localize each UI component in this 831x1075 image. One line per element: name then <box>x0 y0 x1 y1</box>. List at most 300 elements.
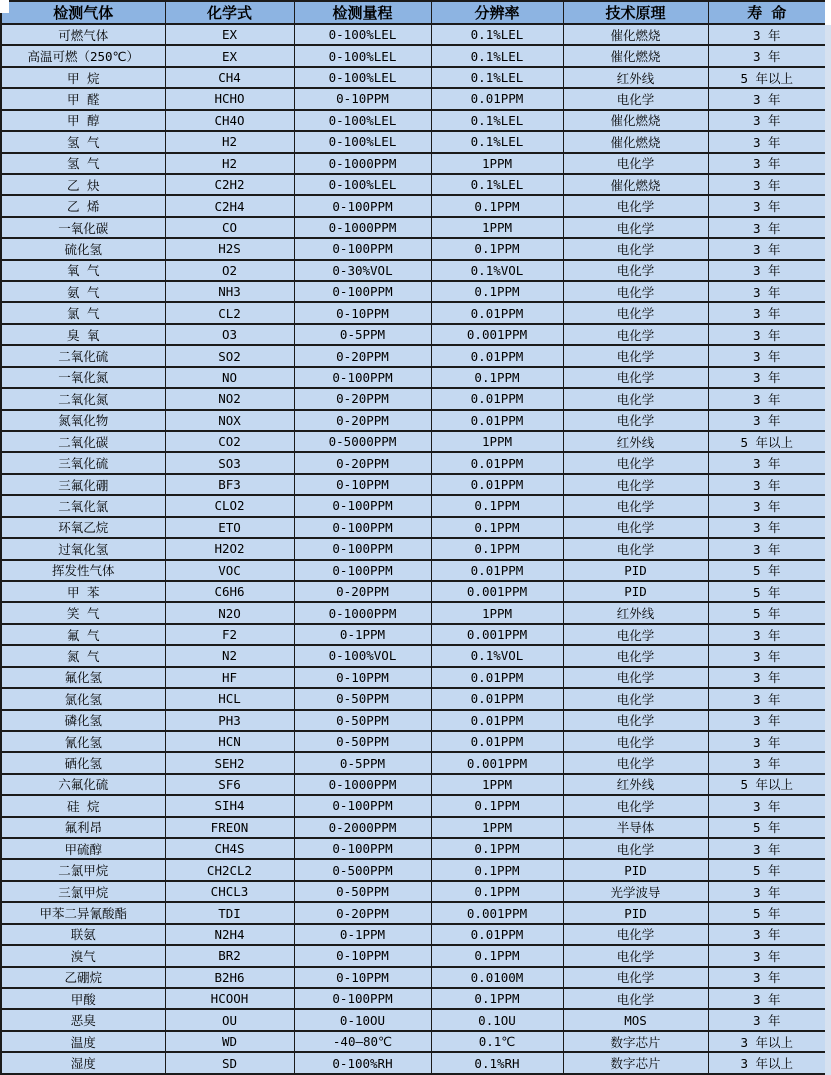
cell-lifespan: 3 年 <box>708 945 826 966</box>
cell-lifespan: 3 年 <box>708 45 826 66</box>
cell-range: 0-1000PPM <box>294 217 431 238</box>
cell-formula: N2O <box>165 602 294 623</box>
cell-gas: 六氟化硫 <box>1 774 165 795</box>
cell-resolution: 0.01PPM <box>431 302 563 323</box>
cell-range: 0-100%LEL <box>294 45 431 66</box>
table-row <box>1 302 826 323</box>
cell-range: 0-10PPM <box>294 474 431 495</box>
cell-lifespan: 3 年 <box>708 624 826 645</box>
table-row <box>1 153 826 174</box>
cell-principle: 催化燃烧 <box>563 174 708 195</box>
cell-principle: 数字芯片 <box>563 1031 708 1052</box>
cell-formula: EX <box>165 24 294 45</box>
cell-principle: PID <box>563 560 708 581</box>
cell-range: 0-50PPM <box>294 731 431 752</box>
cell-lifespan: 5 年以上 <box>708 774 826 795</box>
table-row <box>1 774 826 795</box>
column-header-formula: 化学式 <box>165 1 294 24</box>
cell-lifespan: 3 年 <box>708 645 826 666</box>
table-row <box>1 174 826 195</box>
cell-principle: 电化学 <box>563 474 708 495</box>
table-row <box>1 281 826 302</box>
table-row <box>1 667 826 688</box>
cell-gas: 氧 气 <box>1 260 165 281</box>
cell-lifespan: 3 年 <box>708 967 826 988</box>
cell-range: 0-5000PPM <box>294 431 431 452</box>
cell-lifespan: 3 年 <box>708 881 826 902</box>
cell-resolution: 0.01PPM <box>431 710 563 731</box>
table-body <box>1 24 826 1074</box>
cell-lifespan: 5 年以上 <box>708 431 826 452</box>
column-header-gas: 检测气体 <box>1 1 165 24</box>
cell-principle: 电化学 <box>563 624 708 645</box>
cell-formula: OU <box>165 1009 294 1030</box>
cell-resolution: 0.1PPM <box>431 859 563 880</box>
cell-resolution: 0.1PPM <box>431 195 563 216</box>
cell-gas: 挥发性气体 <box>1 560 165 581</box>
table-row <box>1 924 826 945</box>
cell-principle: 半导体 <box>563 817 708 838</box>
cell-lifespan: 3 年 <box>708 924 826 945</box>
table-row <box>1 752 826 773</box>
cell-range: 0-100%LEL <box>294 67 431 88</box>
cell-resolution: 0.1PPM <box>431 945 563 966</box>
cell-lifespan: 5 年 <box>708 581 826 602</box>
table-row <box>1 260 826 281</box>
cell-gas: 二氧化氮 <box>1 388 165 409</box>
cell-lifespan: 3 年 <box>708 795 826 816</box>
cell-principle: 电化学 <box>563 538 708 559</box>
cell-resolution: 0.1OU <box>431 1009 563 1030</box>
cell-lifespan: 3 年 <box>708 195 826 216</box>
table-row <box>1 688 826 709</box>
cell-formula: CH2CL2 <box>165 859 294 880</box>
table-row <box>1 967 826 988</box>
cell-range: 0-100PPM <box>294 517 431 538</box>
cell-formula: ETO <box>165 517 294 538</box>
table-row <box>1 238 826 259</box>
cell-range: 0-10PPM <box>294 667 431 688</box>
table-row <box>1 88 826 109</box>
cell-range: 0-1000PPM <box>294 602 431 623</box>
table-row <box>1 1031 826 1052</box>
cell-formula: EX <box>165 45 294 66</box>
cell-gas: 笑 气 <box>1 602 165 623</box>
cell-lifespan: 3 年 <box>708 688 826 709</box>
cell-principle: 电化学 <box>563 302 708 323</box>
cell-principle: 红外线 <box>563 67 708 88</box>
cell-range: 0-100%VOL <box>294 645 431 666</box>
cell-formula: O2 <box>165 260 294 281</box>
cell-lifespan: 3 年 <box>708 538 826 559</box>
cell-resolution: 0.01PPM <box>431 924 563 945</box>
cell-range: 0-20PPM <box>294 388 431 409</box>
cell-gas: 甲硫醇 <box>1 838 165 859</box>
table-row <box>1 817 826 838</box>
cell-resolution: 0.1PPM <box>431 988 563 1009</box>
cell-range: -40—80℃ <box>294 1031 431 1052</box>
top-left-white-notch <box>0 0 9 13</box>
cell-principle: 电化学 <box>563 945 708 966</box>
cell-principle: 红外线 <box>563 774 708 795</box>
cell-formula: H2O2 <box>165 538 294 559</box>
cell-lifespan: 3 年 <box>708 495 826 516</box>
cell-principle: PID <box>563 859 708 880</box>
cell-range: 0-100PPM <box>294 838 431 859</box>
cell-resolution: 0.1%LEL <box>431 174 563 195</box>
cell-lifespan: 3 年 <box>708 345 826 366</box>
cell-resolution: 1PPM <box>431 602 563 623</box>
cell-gas: 一氧化氮 <box>1 367 165 388</box>
cell-lifespan: 3 年 <box>708 388 826 409</box>
cell-lifespan: 3 年 <box>708 710 826 731</box>
cell-gas: 二氧化碳 <box>1 431 165 452</box>
cell-resolution: 0.01PPM <box>431 88 563 109</box>
cell-formula: VOC <box>165 560 294 581</box>
cell-range: 0-1PPM <box>294 624 431 645</box>
cell-formula: HCHO <box>165 88 294 109</box>
cell-lifespan: 3 年 <box>708 452 826 473</box>
cell-lifespan: 3 年 <box>708 174 826 195</box>
table-row <box>1 538 826 559</box>
table-row <box>1 710 826 731</box>
cell-principle: 电化学 <box>563 667 708 688</box>
cell-gas: 氰化氢 <box>1 731 165 752</box>
cell-gas: 氟 气 <box>1 624 165 645</box>
cell-gas: 三氯甲烷 <box>1 881 165 902</box>
cell-formula: CHCL3 <box>165 881 294 902</box>
cell-formula: H2 <box>165 131 294 152</box>
cell-formula: SO2 <box>165 345 294 366</box>
table-row <box>1 645 826 666</box>
table-row <box>1 838 826 859</box>
cell-formula: SIH4 <box>165 795 294 816</box>
cell-gas: 恶臭 <box>1 1009 165 1030</box>
cell-gas: 氯化氢 <box>1 688 165 709</box>
cell-principle: 电化学 <box>563 345 708 366</box>
cell-gas: 氢 气 <box>1 153 165 174</box>
cell-lifespan: 3 年 <box>708 260 826 281</box>
cell-range: 0-100%LEL <box>294 110 431 131</box>
cell-formula: CH4 <box>165 67 294 88</box>
cell-gas: 氨 气 <box>1 281 165 302</box>
cell-resolution: 0.1PPM <box>431 538 563 559</box>
table-row <box>1 795 826 816</box>
table-row <box>1 388 826 409</box>
cell-lifespan: 3 年 <box>708 153 826 174</box>
table-row <box>1 195 826 216</box>
cell-gas: 乙 烯 <box>1 195 165 216</box>
cell-range: 0-100%RH <box>294 1052 431 1074</box>
cell-formula: SF6 <box>165 774 294 795</box>
cell-range: 0-10PPM <box>294 302 431 323</box>
cell-formula: HCOOH <box>165 988 294 1009</box>
cell-principle: 电化学 <box>563 838 708 859</box>
cell-principle: 催化燃烧 <box>563 110 708 131</box>
cell-resolution: 0.1PPM <box>431 367 563 388</box>
cell-gas: 硫化氢 <box>1 238 165 259</box>
cell-gas: 三氟化硼 <box>1 474 165 495</box>
cell-formula: TDI <box>165 902 294 923</box>
table-row <box>1 731 826 752</box>
cell-gas: 过氧化氢 <box>1 538 165 559</box>
cell-principle: 电化学 <box>563 153 708 174</box>
cell-lifespan: 3 年 <box>708 238 826 259</box>
cell-range: 0-100PPM <box>294 238 431 259</box>
table-row <box>1 410 826 431</box>
cell-gas: 二氯甲烷 <box>1 859 165 880</box>
cell-principle: 电化学 <box>563 645 708 666</box>
cell-gas: 氟化氢 <box>1 667 165 688</box>
cell-lifespan: 3 年 <box>708 1009 826 1030</box>
cell-lifespan: 3 年 <box>708 131 826 152</box>
cell-gas: 硅 烷 <box>1 795 165 816</box>
cell-principle: 红外线 <box>563 431 708 452</box>
cell-resolution: 0.01PPM <box>431 667 563 688</box>
cell-formula: C2H2 <box>165 174 294 195</box>
cell-resolution: 0.01PPM <box>431 452 563 473</box>
cell-range: 0-50PPM <box>294 688 431 709</box>
cell-resolution: 0.1%VOL <box>431 645 563 666</box>
cell-gas: 一氧化碳 <box>1 217 165 238</box>
cell-principle: 电化学 <box>563 795 708 816</box>
cell-gas: 环氧乙烷 <box>1 517 165 538</box>
cell-lifespan: 5 年 <box>708 859 826 880</box>
table-row <box>1 217 826 238</box>
cell-lifespan: 3 年以上 <box>708 1031 826 1052</box>
cell-lifespan: 3 年 <box>708 281 826 302</box>
cell-lifespan: 3 年 <box>708 731 826 752</box>
cell-range: 0-100PPM <box>294 560 431 581</box>
cell-principle: PID <box>563 581 708 602</box>
cell-resolution: 0.1%LEL <box>431 110 563 131</box>
cell-range: 0-2000PPM <box>294 817 431 838</box>
cell-range: 0-100PPM <box>294 367 431 388</box>
table-row <box>1 1052 826 1074</box>
column-header-lifespan: 寿 命 <box>708 1 826 24</box>
cell-gas: 三氧化硫 <box>1 452 165 473</box>
table-row <box>1 517 826 538</box>
cell-principle: 催化燃烧 <box>563 24 708 45</box>
table-row <box>1 452 826 473</box>
cell-resolution: 1PPM <box>431 431 563 452</box>
cell-lifespan: 5 年以上 <box>708 67 826 88</box>
cell-principle: 催化燃烧 <box>563 45 708 66</box>
cell-range: 0-50PPM <box>294 881 431 902</box>
cell-gas: 氢 气 <box>1 131 165 152</box>
cell-principle: 电化学 <box>563 517 708 538</box>
cell-range: 0-100%LEL <box>294 131 431 152</box>
cell-gas: 氮 气 <box>1 645 165 666</box>
cell-lifespan: 5 年 <box>708 560 826 581</box>
cell-principle: 数字芯片 <box>563 1052 708 1074</box>
cell-lifespan: 3 年 <box>708 410 826 431</box>
cell-principle: 电化学 <box>563 924 708 945</box>
cell-lifespan: 3 年 <box>708 324 826 345</box>
cell-principle: 电化学 <box>563 988 708 1009</box>
cell-range: 0-50PPM <box>294 710 431 731</box>
cell-lifespan: 3 年 <box>708 838 826 859</box>
cell-range: 0-20PPM <box>294 410 431 431</box>
header-row <box>1 1 826 24</box>
cell-formula: SO3 <box>165 452 294 473</box>
cell-formula: NO <box>165 367 294 388</box>
outside-area-right-top <box>825 0 831 25</box>
table-row <box>1 859 826 880</box>
cell-formula: C2H4 <box>165 195 294 216</box>
cell-range: 0-30%VOL <box>294 260 431 281</box>
table-row <box>1 881 826 902</box>
cell-lifespan: 3 年 <box>708 752 826 773</box>
cell-formula: H2 <box>165 153 294 174</box>
cell-principle: 电化学 <box>563 367 708 388</box>
cell-resolution: 0.1℃ <box>431 1031 563 1052</box>
cell-lifespan: 3 年 <box>708 110 826 131</box>
cell-gas: 氮氧化物 <box>1 410 165 431</box>
cell-lifespan: 3 年 <box>708 988 826 1009</box>
cell-gas: 温度 <box>1 1031 165 1052</box>
cell-formula: SD <box>165 1052 294 1074</box>
cell-formula: N2H4 <box>165 924 294 945</box>
cell-gas: 硒化氢 <box>1 752 165 773</box>
cell-range: 0-500PPM <box>294 859 431 880</box>
cell-range: 0-1000PPM <box>294 153 431 174</box>
cell-formula: CLO2 <box>165 495 294 516</box>
cell-gas: 溴气 <box>1 945 165 966</box>
cell-resolution: 0.1%RH <box>431 1052 563 1074</box>
column-header-resolution: 分辨率 <box>431 1 563 24</box>
cell-gas: 可燃气体 <box>1 24 165 45</box>
cell-lifespan: 3 年以上 <box>708 1052 826 1074</box>
cell-gas: 乙硼烷 <box>1 967 165 988</box>
cell-formula: C6H6 <box>165 581 294 602</box>
cell-gas: 高温可燃（250℃） <box>1 45 165 66</box>
cell-range: 0-1PPM <box>294 924 431 945</box>
cell-formula: CL2 <box>165 302 294 323</box>
cell-resolution: 0.01PPM <box>431 474 563 495</box>
cell-resolution: 0.1%LEL <box>431 45 563 66</box>
table-row <box>1 24 826 45</box>
cell-formula: WD <box>165 1031 294 1052</box>
cell-lifespan: 5 年 <box>708 602 826 623</box>
cell-formula: BF3 <box>165 474 294 495</box>
cell-formula: N2 <box>165 645 294 666</box>
cell-formula: FREON <box>165 817 294 838</box>
cell-principle: 电化学 <box>563 88 708 109</box>
cell-principle: 电化学 <box>563 388 708 409</box>
cell-principle: 电化学 <box>563 410 708 431</box>
cell-lifespan: 3 年 <box>708 217 826 238</box>
table-row <box>1 367 826 388</box>
cell-formula: SEH2 <box>165 752 294 773</box>
cell-principle: 电化学 <box>563 688 708 709</box>
cell-gas: 联氨 <box>1 924 165 945</box>
table-row <box>1 67 826 88</box>
cell-formula: CH4O <box>165 110 294 131</box>
cell-lifespan: 3 年 <box>708 302 826 323</box>
column-header-range: 检测量程 <box>294 1 431 24</box>
cell-resolution: 1PPM <box>431 217 563 238</box>
cell-range: 0-100PPM <box>294 495 431 516</box>
table-row <box>1 988 826 1009</box>
table-row <box>1 902 826 923</box>
cell-formula: NOX <box>165 410 294 431</box>
cell-lifespan: 3 年 <box>708 474 826 495</box>
cell-range: 0-100%LEL <box>294 174 431 195</box>
cell-resolution: 0.1%LEL <box>431 24 563 45</box>
cell-formula: CO2 <box>165 431 294 452</box>
cell-resolution: 1PPM <box>431 817 563 838</box>
cell-resolution: 0.1PPM <box>431 238 563 259</box>
cell-lifespan: 5 年 <box>708 817 826 838</box>
table-row <box>1 345 826 366</box>
cell-gas: 二氧化氯 <box>1 495 165 516</box>
cell-resolution: 0.01PPM <box>431 410 563 431</box>
cell-principle: 电化学 <box>563 217 708 238</box>
cell-resolution: 0.1PPM <box>431 838 563 859</box>
cell-range: 0-100PPM <box>294 195 431 216</box>
cell-range: 0-10PPM <box>294 945 431 966</box>
cell-resolution: 0.001PPM <box>431 624 563 645</box>
cell-formula: H2S <box>165 238 294 259</box>
cell-lifespan: 3 年 <box>708 24 826 45</box>
table-row <box>1 602 826 623</box>
cell-gas: 二氧化硫 <box>1 345 165 366</box>
cell-resolution: 0.1%LEL <box>431 131 563 152</box>
table-row <box>1 431 826 452</box>
cell-formula: CO <box>165 217 294 238</box>
cell-principle: 电化学 <box>563 752 708 773</box>
cell-range: 0-10PPM <box>294 88 431 109</box>
table-row <box>1 110 826 131</box>
cell-principle: 电化学 <box>563 260 708 281</box>
cell-resolution: 0.01PPM <box>431 688 563 709</box>
table-row <box>1 560 826 581</box>
table-row <box>1 624 826 645</box>
cell-principle: 电化学 <box>563 731 708 752</box>
cell-gas: 湿度 <box>1 1052 165 1074</box>
cell-formula: HCN <box>165 731 294 752</box>
column-header-principle: 技术原理 <box>563 1 708 24</box>
cell-resolution: 0.01PPM <box>431 731 563 752</box>
cell-range: 0-10PPM <box>294 967 431 988</box>
cell-gas: 磷化氢 <box>1 710 165 731</box>
cell-range: 0-100PPM <box>294 795 431 816</box>
cell-principle: 催化燃烧 <box>563 131 708 152</box>
cell-gas: 氯 气 <box>1 302 165 323</box>
outside-area-right <box>825 25 831 1075</box>
cell-principle: 电化学 <box>563 281 708 302</box>
cell-range: 0-10OU <box>294 1009 431 1030</box>
cell-range: 0-20PPM <box>294 581 431 602</box>
cell-resolution: 0.0100M <box>431 967 563 988</box>
cell-lifespan: 3 年 <box>708 88 826 109</box>
cell-gas: 甲 苯 <box>1 581 165 602</box>
cell-lifespan: 3 年 <box>708 667 826 688</box>
cell-resolution: 0.01PPM <box>431 345 563 366</box>
cell-resolution: 0.1PPM <box>431 795 563 816</box>
table-row <box>1 495 826 516</box>
cell-range: 0-100%LEL <box>294 24 431 45</box>
cell-gas: 甲 醛 <box>1 88 165 109</box>
cell-resolution: 0.1PPM <box>431 517 563 538</box>
cell-gas: 乙 炔 <box>1 174 165 195</box>
cell-range: 0-20PPM <box>294 902 431 923</box>
cell-lifespan: 5 年 <box>708 902 826 923</box>
cell-range: 0-1000PPM <box>294 774 431 795</box>
cell-principle: 电化学 <box>563 452 708 473</box>
cell-formula: F2 <box>165 624 294 645</box>
